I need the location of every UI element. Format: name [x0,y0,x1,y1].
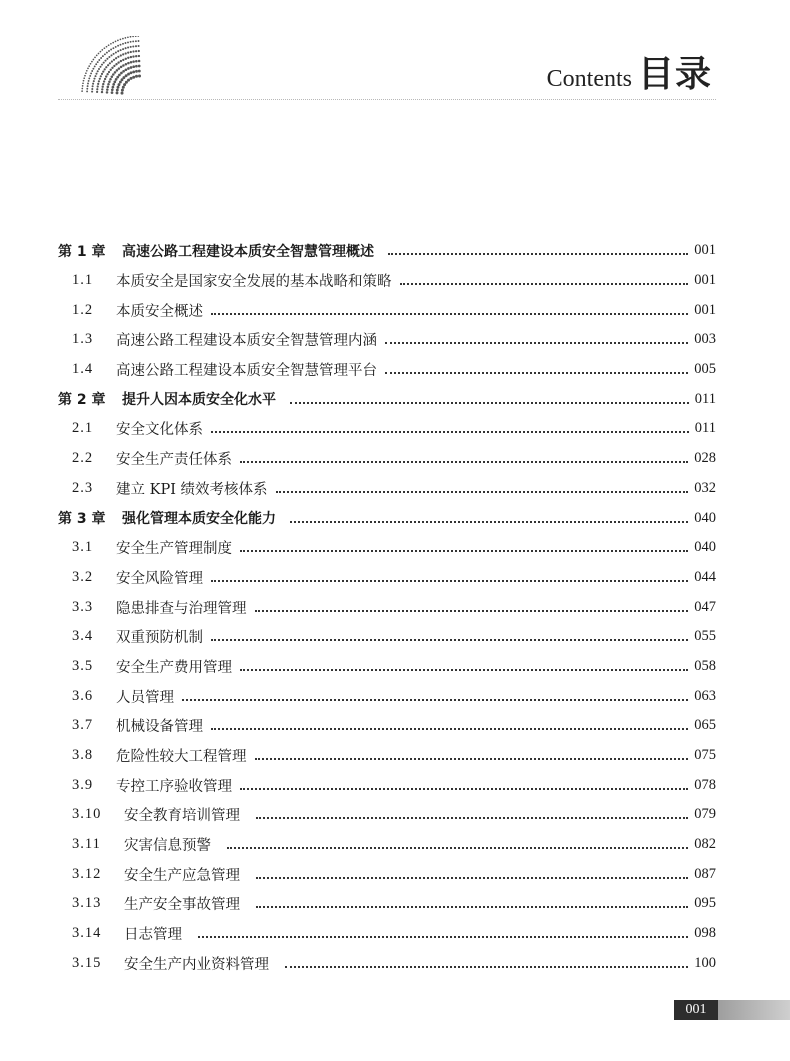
section-title: 隐患排查与治理管理 [116,600,247,617]
header-divider [58,99,716,100]
page-number: 003 [694,331,716,348]
page-number: 078 [694,776,716,793]
page-number: 001 [694,272,716,289]
section-number: 3.13 [72,895,102,912]
dot-leader [385,341,688,344]
dot-leader [211,579,688,582]
section-number: 3.15 [72,954,102,971]
decorative-arc-logo [52,36,148,96]
contents-title-en: Contents [546,66,632,92]
section-title: 安全生产责任体系 [116,452,232,469]
dot-leader [388,252,688,255]
section-number: 2.2 [72,450,94,467]
section-number: 3.5 [72,657,94,674]
section-number: 3.8 [72,747,94,764]
chapter-number: 第 1 章 [58,243,106,260]
section-title: 高速公路工程建设本质安全智慧管理内涵 [116,333,377,350]
section-number: 3.3 [72,598,94,615]
page-number: 011 [694,420,716,437]
toc-section-row[interactable] [58,859,716,889]
chapter-title: 强化管理本质安全化能力 [122,511,276,528]
section-title: 生产安全事故管理 [124,897,240,914]
page-number: 040 [694,509,716,526]
toc-section-row[interactable] [58,325,716,355]
dot-leader [255,609,689,612]
page-number: 082 [694,836,716,853]
page-number: 079 [694,806,716,823]
toc-section-row[interactable] [58,355,716,385]
dot-leader [385,371,688,374]
page-number-bar [718,1000,790,1020]
toc-section-row[interactable] [58,711,716,741]
section-number: 3.4 [72,628,94,645]
section-title: 安全生产管理制度 [116,541,232,558]
section-title: 建立 KPI 绩效考核体系 [116,481,268,498]
section-title: 安全风险管理 [116,570,203,587]
dot-leader [256,876,688,879]
dot-leader [211,312,688,315]
section-title: 本质安全概述 [116,303,203,320]
page-number: 055 [694,628,716,645]
section-number: 2.3 [72,479,94,496]
toc-section-row[interactable] [58,919,716,949]
section-number: 3.11 [72,836,101,853]
section-number: 3.12 [72,865,102,882]
toc-chapter-row[interactable] [58,384,716,414]
toc-section-row[interactable] [58,533,716,563]
section-title: 高速公路工程建设本质安全智慧管理平台 [116,363,377,380]
page-number: 044 [694,568,716,585]
toc-chapter-row[interactable] [58,236,716,266]
section-number: 3.6 [72,687,94,704]
page-number-badge: 001 [674,1000,718,1020]
section-number: 3.1 [72,539,94,556]
page-number: 087 [694,865,716,882]
section-title: 本质安全是国家安全发展的基本战略和策略 [116,274,392,291]
dot-leader [211,638,688,641]
dot-leader [240,668,688,671]
chapter-title: 提升人因本质安全化水平 [122,392,276,409]
page-number: 098 [694,925,716,942]
section-title: 安全生产内业资料管理 [124,956,269,973]
page-number: 001 [694,301,716,318]
dot-leader [227,846,688,849]
page-number: 100 [694,954,716,971]
toc-section-row[interactable] [58,652,716,682]
toc-section-row[interactable] [58,949,716,979]
page-number: 032 [694,479,716,496]
section-number: 3.10 [72,806,102,823]
toc-section-row[interactable] [58,563,716,593]
contents-heading [547,46,712,97]
section-title: 机械设备管理 [116,719,203,736]
section-title: 安全教育培训管理 [124,808,240,825]
page-number: 040 [694,539,716,556]
dot-leader [198,935,688,938]
section-number: 1.2 [72,301,94,318]
contents-title-zh: 目录 [637,54,712,95]
section-number: 3.14 [72,925,102,942]
dot-leader [211,430,689,433]
page-number: 065 [694,717,716,734]
section-number: 1.3 [72,331,94,348]
section-number: 3.2 [72,568,94,585]
page-number: 001 [694,242,716,259]
toc-section-row[interactable] [58,474,716,504]
toc-section-row[interactable] [58,741,716,771]
page-number: 047 [694,598,716,615]
section-title: 危险性较大工程管理 [116,749,247,766]
dot-leader [285,965,688,968]
section-title: 安全生产应急管理 [124,867,240,884]
section-number: 3.9 [72,776,94,793]
dot-leader [240,460,688,463]
section-number: 1.4 [72,361,94,378]
dot-leader [290,520,688,523]
page-number: 063 [694,687,716,704]
toc-section-row[interactable] [58,830,716,860]
toc-section-row[interactable] [58,444,716,474]
toc-chapter-row[interactable] [58,503,716,533]
dot-leader [276,490,689,493]
toc-section-row[interactable] [58,889,716,919]
section-title: 专控工序验收管理 [116,778,232,795]
dot-leader [400,282,689,285]
toc-section-row[interactable] [58,770,716,800]
toc-section-row[interactable] [58,295,716,325]
section-title: 日志管理 [124,927,182,944]
section-title: 人员管理 [116,689,174,706]
section-number: 3.7 [72,717,94,734]
section-title: 灾害信息预警 [124,838,211,855]
toc-section-row[interactable] [58,800,716,830]
chapter-number: 第 2 章 [58,392,106,409]
page-number: 005 [694,361,716,378]
section-title: 安全文化体系 [116,422,203,439]
dot-leader [256,905,688,908]
dot-leader [211,727,688,730]
section-title: 安全生产费用管理 [116,659,232,676]
toc-section-row[interactable] [58,622,716,652]
toc-section-row[interactable] [58,266,716,296]
section-number: 1.1 [72,272,94,289]
dot-leader [240,549,688,552]
toc-section-row[interactable] [58,414,716,444]
dot-leader [240,787,688,790]
toc-section-row[interactable] [58,592,716,622]
page-number: 058 [694,657,716,674]
page-number: 075 [694,747,716,764]
toc-section-row[interactable] [58,681,716,711]
dot-leader [290,401,689,404]
section-title: 双重预防机制 [116,630,203,647]
dot-leader [255,757,689,760]
chapter-title: 高速公路工程建设本质安全智慧管理概述 [122,243,374,260]
page-number: 095 [694,895,716,912]
chapter-number: 第 3 章 [58,511,106,528]
page-number: 011 [694,390,716,407]
dot-leader [182,698,688,701]
section-number: 2.1 [72,420,94,437]
page-number: 028 [694,450,716,467]
table-of-contents [58,236,716,978]
dot-leader [256,816,688,819]
